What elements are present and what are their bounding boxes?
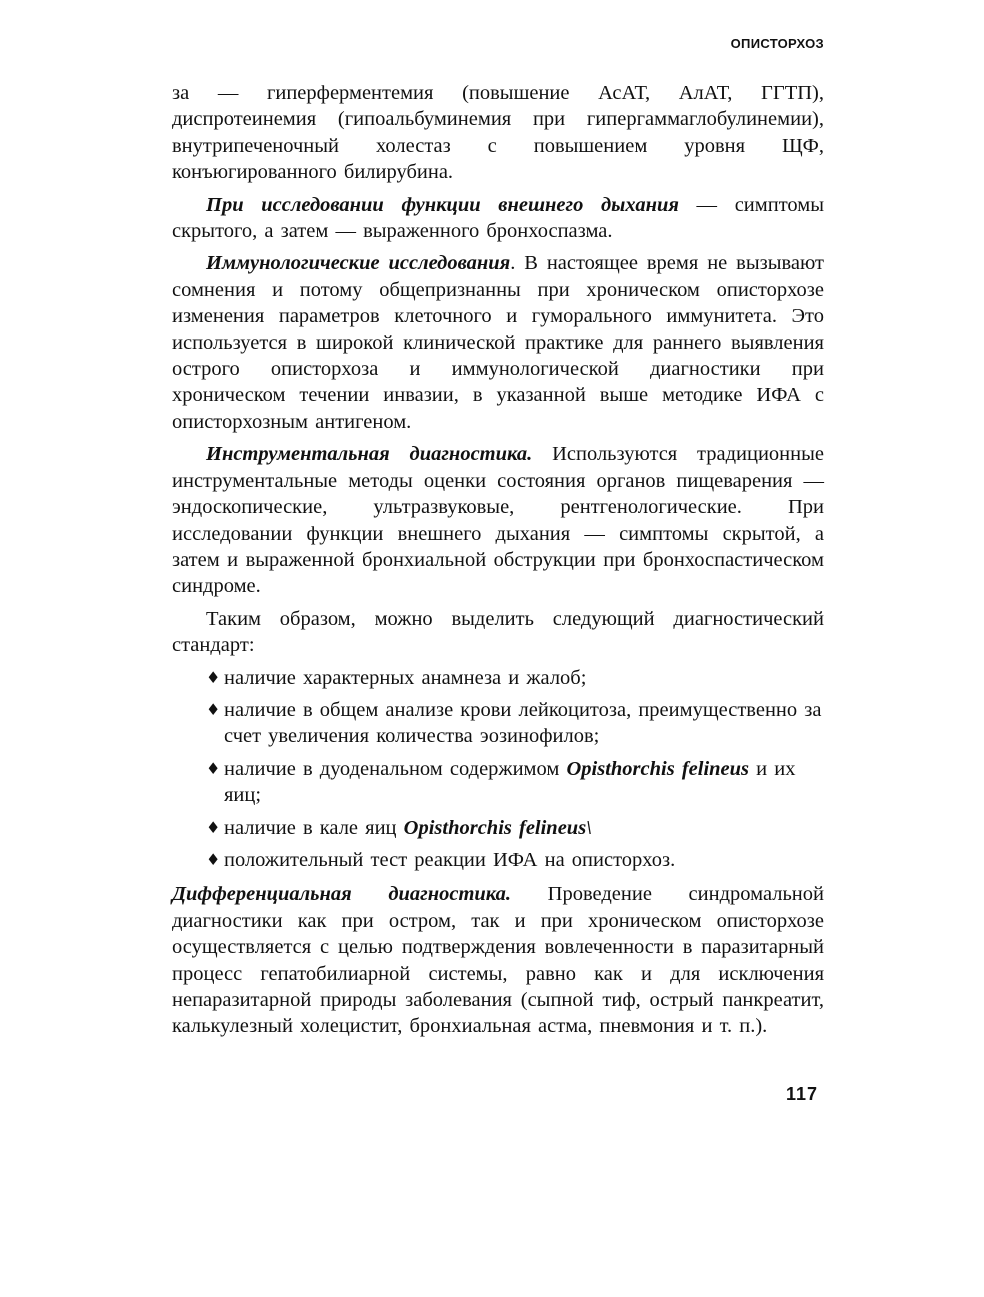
diamond-bullet-icon: ♦ <box>206 667 221 687</box>
paragraph-text-differential: Проведение синдромальной диагностики как при остром, так и при хроническом описторхозе осуществляется с целью подтверждения вовлеченности в паразитарный процесс гепатобилиарной системы, равно как и для исключения непаразитарной природы заболевания (сыпной тиф, острый панкреатит, калькулезный холецистит, бронхиальная астма, пневмония и т. п.). <box>172 883 824 1038</box>
list-item-text-after: и их яиц; <box>224 757 796 807</box>
page-body <box>172 80 824 1040</box>
diamond-bullet-icon: ♦ <box>206 849 221 869</box>
paragraph-immunology <box>172 250 824 435</box>
diagnostic-criteria-list <box>172 665 824 874</box>
paragraph-respiratory-function <box>172 192 824 245</box>
list-item <box>206 697 824 750</box>
paragraph-diagnostic-standard: Таким образом, можно выделить следующий диагностический стандарт: <box>172 607 824 657</box>
list-item-text: наличие характерных анамнеза и жалоб; <box>224 666 587 689</box>
species-name: Opisthorchis felineus <box>566 757 750 780</box>
list-item <box>206 815 824 841</box>
paragraph-lead-differential: Дифференциальная диагностика. <box>172 883 512 906</box>
diamond-bullet-icon: ♦ <box>206 817 221 837</box>
paragraph-lead-respiratory: При исследовании функции внешнего дыхания <box>206 193 679 216</box>
diamond-bullet-icon: ♦ <box>206 699 221 719</box>
list-item-text: наличие в кале яиц <box>224 816 404 839</box>
diamond-bullet-icon: ♦ <box>206 758 221 778</box>
paragraph-lead-instrumental: Инструментальная диагностика. <box>206 443 533 466</box>
paragraph-differential <box>172 881 824 1039</box>
species-name: Opisthorchis felineus\ <box>403 816 592 839</box>
paragraph-lead-immunology: Иммунологические исследования <box>206 252 511 275</box>
list-item <box>206 847 824 873</box>
paragraph-text-immunology: . В настоящее время не вызывают сомнения и потому общепризнанны при хроническом описторхозе изменения параметров клеточного и гуморального иммунитета. Это используется в широкой клинической практике для раннего выявления острого описторхоза и иммунологической диагностики при хроническом течении инвазии, в указанной выше методике ИФА с описторхозным антигеном. <box>172 252 824 433</box>
paragraph-lab-findings: за — гиперферментемия (повышение АсАТ, АлАТ, ГГТП), диспротеинемия (гипоальбуминемия при гипергаммаглобулинемии), внутрипеченочный холестаз с повышением уровня ЩФ, конъюгированного билирубина. <box>172 82 824 184</box>
list-item-text: наличие в общем анализе крови лейкоцитоза, преимущественно за счет увеличения количества эозинофилов; <box>224 698 822 748</box>
page-number: 117 <box>785 1084 818 1104</box>
paragraph-instrumental <box>172 441 824 599</box>
paragraph-text-instrumental: Используются традиционные инструментальные методы оценки состояния органов пищеварения — эндоскопические, ультразвуковые, рентгенологические. При исследовании функции внешнего дыхания — симптомы скрытой, а затем и выраженной бронхиальной обструкции при бронхоспастическом синдроме. <box>172 443 824 598</box>
list-item-text: наличие в дуоденальном содержимом <box>224 757 567 780</box>
paragraph-text-respiratory: — симптомы скрытого, а затем — выраженного бронхоспазма. <box>172 193 824 243</box>
list-item <box>206 665 824 691</box>
running-head-title: ОПИСТОРХОЗ <box>730 36 824 51</box>
list-item-text: положительный тест реакции ИФА на описторхоз. <box>224 848 676 871</box>
list-item <box>206 756 824 809</box>
